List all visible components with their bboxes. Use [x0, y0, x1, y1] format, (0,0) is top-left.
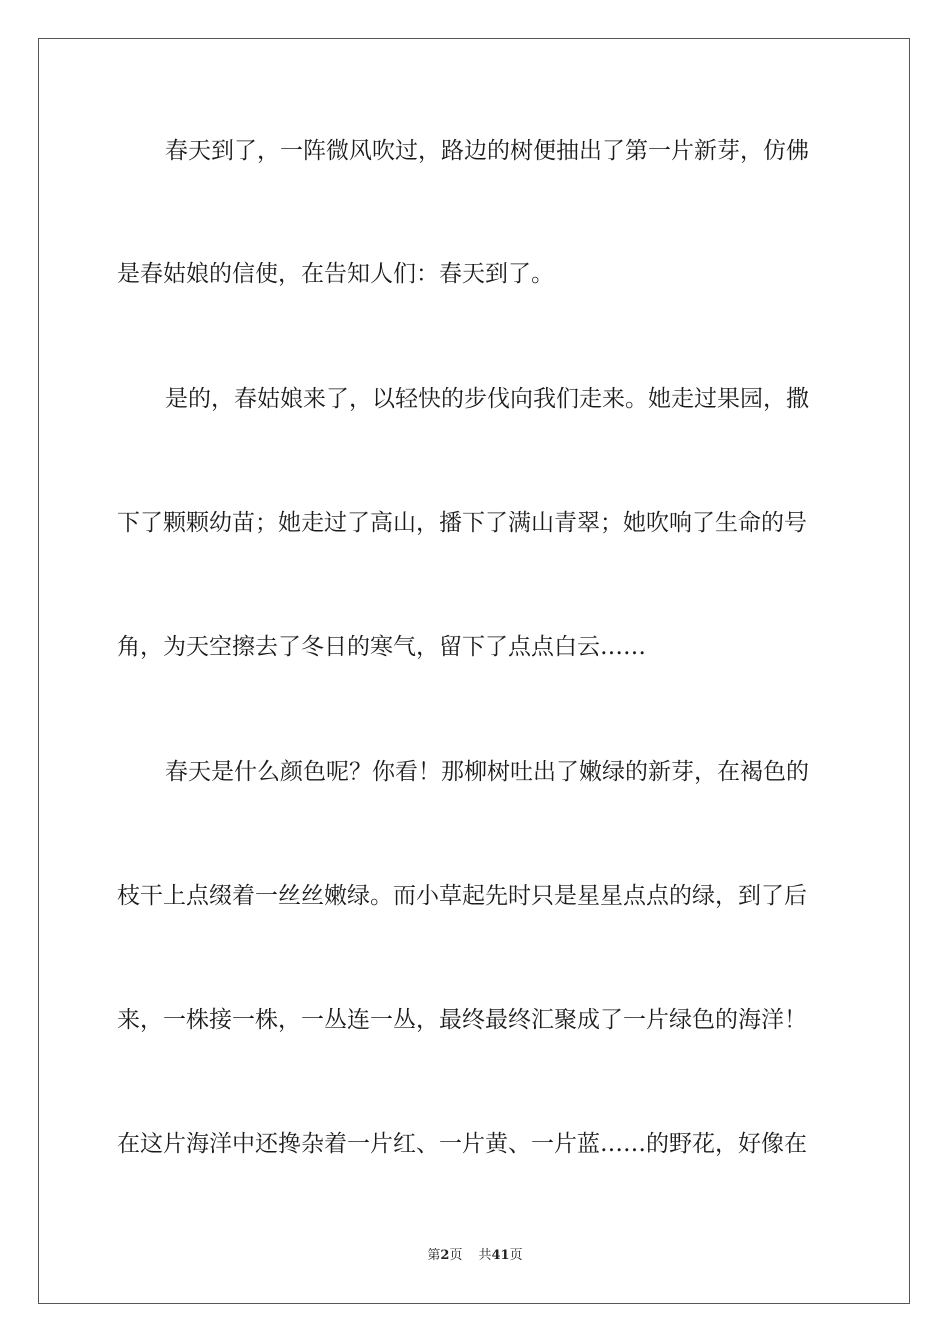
paragraph-3-line-1: 春天是什么颜色呢？你看！那柳树吐出了嫩绿的新芽，在褐色的: [165, 759, 809, 785]
paragraph-1-line-1: 春天到了，一阵微风吹过，路边的树便抽出了第一片新芽，仿佛: [165, 138, 809, 164]
paragraph-3-line-4: 在这片海洋中还搀杂着一片红、一片黄、一片蓝……的野花，好像在: [117, 1131, 807, 1157]
paragraph-2-line-1: 是的，春姑娘来了，以轻快的步伐向我们走来。她走过果园，撒: [165, 386, 809, 412]
page-border: [38, 38, 910, 1304]
paragraph-3-line-2: 枝干上点缀着一丝丝嫩绿。而小草起先时只是星星点点的绿，到了后: [117, 883, 807, 909]
page-suffix: 页: [449, 1248, 463, 1263]
paragraph-3-line-3: 来，一株接一株，一丛连一丛，最终最终汇聚成了一片绿色的海洋！: [117, 1007, 807, 1033]
paragraph-2-line-3: 角，为天空擦去了冬日的寒气，留下了点点白云……: [117, 634, 646, 660]
total-pages: 41: [491, 1248, 510, 1263]
page-number: 2: [440, 1248, 450, 1263]
total-prefix: 共: [478, 1248, 492, 1263]
total-suffix: 页: [509, 1248, 523, 1263]
page-prefix: 第: [427, 1248, 441, 1263]
paragraph-2-line-2: 下了颗颗幼苗；她走过了高山，播下了满山青翠；她吹响了生命的号: [117, 510, 807, 536]
paragraph-1-line-2: 是春姑娘的信使，在告知人们：春天到了。: [117, 261, 554, 287]
page-footer: [0, 1247, 950, 1265]
